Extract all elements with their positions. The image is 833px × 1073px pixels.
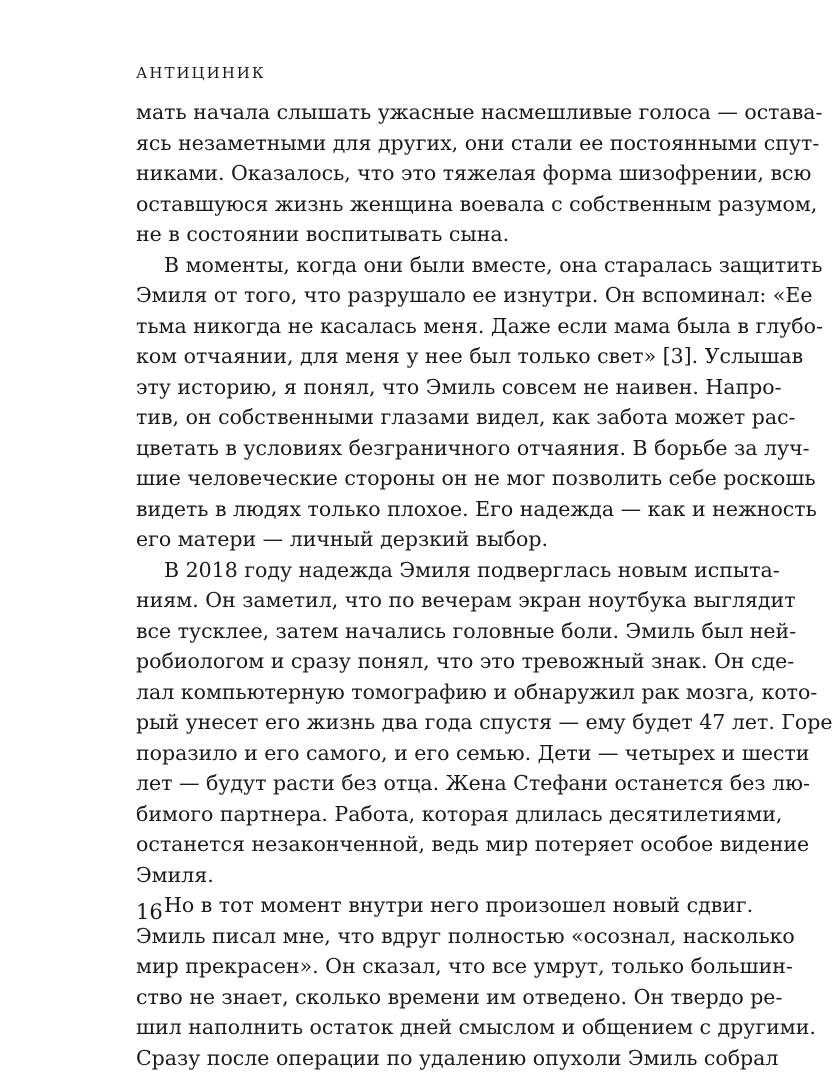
- text-line: рый унесет его жизнь два года спустя — ему будет 47 лет. Горе: [136, 707, 722, 738]
- text-line: В моменты, когда они были вместе, она старалась защитить: [136, 250, 722, 281]
- text-line: останется незаконченной, ведь мир потеряет особое видение: [136, 829, 722, 860]
- text-line: оставшуюся жизнь женщина воевала с собственным разумом,: [136, 189, 722, 220]
- text-line: ниям. Он заметил, что по вечерам экран ноутбука выглядит: [136, 585, 722, 616]
- text-line: лет — будут расти без отца. Жена Стефани останется без лю-: [136, 768, 722, 799]
- text-line: ясь незаметными для других, они стали ее постоянными спут-: [136, 128, 722, 159]
- text-line: не в состоянии воспитывать сына.: [136, 219, 722, 250]
- text-line: все тусклее, затем начались головные боли. Эмиль был ней-: [136, 616, 722, 647]
- text-line: Но в тот момент внутри него произошел новый сдвиг.: [136, 890, 722, 921]
- text-line: робиологом и сразу понял, что это тревожный знак. Он сде-: [136, 646, 722, 677]
- text-line: Сразу после операции по удалению опухоли Эмиль собрал: [136, 1043, 722, 1073]
- text-line: мир прекрасен». Он сказал, что все умрут, только большин-: [136, 951, 722, 982]
- text-line: Эмиля от того, что разрушало ее изнутри. Он вспоминал: «Ее: [136, 280, 722, 311]
- text-line: бимого партнера. Работа, которая длилась десятилетиями,: [136, 799, 722, 830]
- text-line: шил наполнить остаток дней смыслом и общением с другими.: [136, 1012, 722, 1043]
- text-line: цветать в условиях безграничного отчаяния. В борьбе за луч-: [136, 433, 722, 464]
- body-text: [136, 97, 722, 1073]
- text-line: Эмиль писал мне, что вдруг полностью «осознал, насколько: [136, 921, 722, 952]
- page-number: 16: [136, 900, 163, 924]
- text-line: Эмиля.: [136, 860, 722, 891]
- text-line: тьма никогда не касалась меня. Даже если мама была в глубо-: [136, 311, 722, 342]
- text-line: никами. Оказалось, что это тяжелая форма шизофрении, всю: [136, 158, 722, 189]
- text-line: эту историю, я понял, что Эмиль совсем не наивен. Напро-: [136, 372, 722, 403]
- text-line: поразило и его самого, и его семью. Дети — четырех и шести: [136, 738, 722, 769]
- text-line: мать начала слышать ужасные насмешливые голоса — остава-: [136, 97, 722, 128]
- text-line: шие человеческие стороны он не мог позволить себе роскошь: [136, 463, 722, 494]
- running-header: АНТИЦИНИК: [136, 64, 265, 82]
- text-line: лал компьютерную томографию и обнаружил рак мозга, кото-: [136, 677, 722, 708]
- text-line: его матери — личный дерзкий выбор.: [136, 524, 722, 555]
- text-line: видеть в людях только плохое. Его надежда — как и нежность: [136, 494, 722, 525]
- text-line: ком отчаянии, для меня у нее был только свет» [3]. Услышав: [136, 341, 722, 372]
- text-line: В 2018 году надежда Эмиля подверглась новым испыта-: [136, 555, 722, 586]
- text-line: ство не знает, сколько времени им отведено. Он твердо ре-: [136, 982, 722, 1013]
- text-line: тив, он собственными глазами видел, как забота может рас-: [136, 402, 722, 433]
